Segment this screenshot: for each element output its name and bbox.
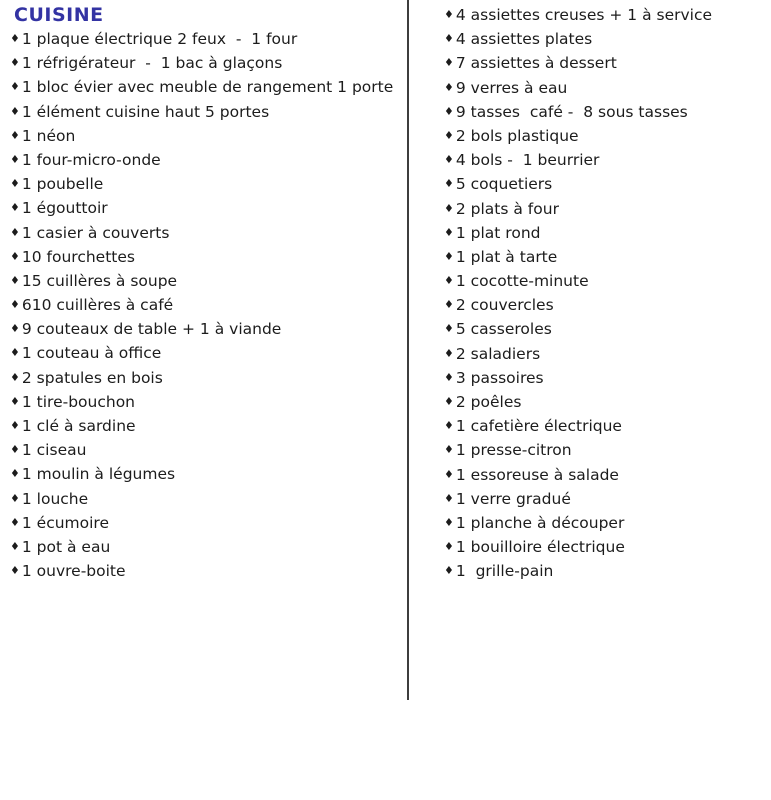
item-label: 1 couteau à office [21, 344, 162, 363]
list-item [10, 172, 405, 196]
item-label: 1 plaque électrique 2 feux - 1 four [21, 30, 298, 48]
item-label: 1 réfrigérateur - 1 bac à glaçons [21, 54, 283, 73]
diamond-bullet-icon: ♦ [444, 395, 454, 408]
item-label: 3 passoires [455, 368, 544, 387]
item-label: 1 clé à sardine [21, 417, 136, 435]
list-item [10, 438, 405, 462]
diamond-bullet-icon: ♦ [444, 56, 454, 70]
item-label: 1 presse-citron [455, 441, 572, 460]
item-label: 1 bouilloire électrique [455, 538, 625, 557]
item-label: 4 assiettes creuses + 1 à service [455, 6, 713, 24]
list-item [444, 366, 766, 390]
list-item [10, 196, 405, 220]
list-item [444, 51, 766, 75]
diamond-bullet-icon: ♦ [10, 394, 20, 408]
diamond-bullet-icon: ♦ [444, 491, 454, 505]
diamond-bullet-icon: ♦ [444, 249, 454, 263]
list-item [10, 535, 405, 559]
diamond-bullet-icon: ♦ [444, 104, 454, 118]
item-label: 10 fourchettes [21, 247, 135, 266]
list-item [444, 487, 766, 511]
item-label: 1 casier à couverts [21, 223, 170, 242]
diamond-bullet-icon: ♦ [444, 467, 454, 481]
item-label: 9 tasses café - 8 sous tasses [455, 102, 688, 121]
item-label: 1 louche [21, 489, 89, 508]
list-item [10, 245, 405, 269]
list-item [10, 414, 405, 438]
right-column [444, 3, 766, 584]
item-label: 1 grille-pain [455, 562, 554, 581]
list-item [444, 76, 766, 100]
item-label: 5 coquetiers [455, 175, 553, 194]
item-label: 1 écumoire [21, 513, 110, 532]
diamond-bullet-icon: ♦ [444, 80, 454, 94]
item-label: 9 verres à eau [455, 78, 568, 97]
list-item [10, 221, 405, 245]
item-label: 1 cafetière électrique [455, 417, 622, 436]
item-label: 2 saladiers [455, 344, 541, 363]
list-item [10, 269, 405, 293]
list-item [10, 75, 405, 99]
diamond-bullet-icon: ♦ [444, 32, 454, 46]
diamond-bullet-icon: ♦ [10, 32, 20, 45]
list-item [10, 366, 405, 390]
diamond-bullet-icon: ♦ [444, 201, 454, 215]
item-label: 2 poêles [455, 393, 522, 411]
item-label: 1 élément cuisine haut 5 portes [21, 102, 270, 121]
item-label: 1 verre gradué [455, 489, 571, 508]
list-item [10, 148, 405, 172]
list-item [444, 438, 766, 462]
item-label: 1 tire-bouchon [21, 392, 136, 411]
item-label: 5 casseroles [455, 320, 552, 339]
list-item [444, 148, 766, 172]
list-item [444, 27, 766, 51]
item-label: 610 cuillères à café [21, 296, 174, 315]
item-label: 7 assiettes à dessert [455, 54, 617, 73]
item-label: 2 spatules en bois [21, 368, 163, 387]
list-item [10, 559, 405, 583]
diamond-bullet-icon: ♦ [444, 515, 454, 529]
diamond-bullet-icon: ♦ [10, 104, 20, 118]
item-label: 1 plat à tarte [455, 247, 558, 266]
item-label: 1 égouttoir [21, 199, 108, 218]
list-item [10, 462, 405, 486]
diamond-bullet-icon: ♦ [444, 177, 454, 191]
diamond-bullet-icon: ♦ [444, 225, 454, 239]
list-item [444, 124, 766, 148]
diamond-bullet-icon: ♦ [444, 153, 454, 167]
list-item [444, 342, 766, 366]
diamond-bullet-icon: ♦ [10, 539, 20, 553]
diamond-bullet-icon: ♦ [10, 128, 20, 142]
diamond-bullet-icon: ♦ [10, 225, 20, 239]
list-item [444, 414, 766, 438]
item-label: 1 pot à eau [21, 537, 111, 556]
diamond-bullet-icon: ♦ [10, 491, 20, 505]
diamond-bullet-icon: ♦ [444, 419, 454, 433]
item-label: 2 plats à four [455, 199, 559, 218]
diamond-bullet-icon: ♦ [444, 564, 454, 578]
list-item [444, 197, 766, 221]
column-divider [407, 0, 409, 700]
list-item [444, 3, 766, 27]
diamond-bullet-icon: ♦ [10, 201, 20, 215]
diamond-bullet-icon: ♦ [444, 540, 454, 554]
list-item [10, 487, 405, 511]
diamond-bullet-icon: ♦ [10, 419, 20, 432]
item-label: 4 assiettes plates [455, 30, 593, 49]
diamond-bullet-icon: ♦ [10, 346, 20, 360]
diamond-bullet-icon: ♦ [10, 564, 20, 578]
diamond-bullet-icon: ♦ [444, 322, 454, 336]
list-item [444, 390, 766, 414]
item-label: 15 cuillères à soupe [21, 271, 178, 290]
item-label: 1 essoreuse à salade [455, 465, 619, 484]
list-item [444, 245, 766, 269]
list-item [10, 390, 405, 414]
list-item [10, 100, 405, 124]
list-item [10, 124, 405, 148]
diamond-bullet-icon: ♦ [10, 249, 20, 263]
diamond-bullet-icon: ♦ [10, 370, 20, 384]
diamond-bullet-icon: ♦ [10, 273, 20, 287]
diamond-bullet-icon: ♦ [10, 467, 20, 481]
list-item [10, 293, 405, 317]
diamond-bullet-icon: ♦ [10, 298, 20, 312]
diamond-bullet-icon: ♦ [10, 56, 20, 70]
list-item [10, 51, 405, 75]
list-item [10, 341, 405, 365]
diamond-bullet-icon: ♦ [444, 443, 454, 457]
item-label: 1 plat rond [455, 223, 541, 242]
item-label: 1 cocotte-minute [455, 272, 589, 291]
list-item [444, 463, 766, 487]
item-label: 1 poubelle [21, 175, 104, 194]
list-item [10, 511, 405, 535]
diamond-bullet-icon: ♦ [444, 298, 454, 312]
item-label: 9 couteaux de table + 1 à viande [21, 320, 282, 339]
diamond-bullet-icon: ♦ [444, 274, 454, 288]
item-label: 1 moulin à légumes [21, 465, 176, 484]
list-item [444, 535, 766, 559]
list-item [444, 559, 766, 583]
list-item [444, 172, 766, 196]
diamond-bullet-icon: ♦ [10, 443, 20, 457]
left-item-list [10, 27, 405, 583]
left-column [10, 3, 405, 583]
diamond-bullet-icon: ♦ [10, 177, 20, 191]
item-label: 1 néon [21, 126, 76, 145]
list-item [444, 269, 766, 293]
diamond-bullet-icon: ♦ [444, 346, 454, 360]
item-label: 1 bloc évier avec meuble de rangement 1 porte [21, 78, 394, 97]
diamond-bullet-icon: ♦ [10, 322, 20, 336]
diamond-bullet-icon: ♦ [444, 8, 454, 21]
item-label: 1 planche à découper [455, 513, 625, 532]
page-title: CUISINE [14, 4, 104, 26]
item-label: 1 ciseau [21, 441, 87, 460]
diamond-bullet-icon: ♦ [444, 128, 454, 142]
item-label: 2 bols plastique [455, 126, 579, 145]
diamond-bullet-icon: ♦ [10, 152, 20, 166]
right-item-list [444, 3, 766, 584]
list-item [444, 317, 766, 341]
item-label: 1 ouvre-boite [21, 562, 126, 581]
diamond-bullet-icon: ♦ [10, 515, 20, 529]
diamond-bullet-icon: ♦ [444, 370, 454, 384]
list-item [444, 100, 766, 124]
item-label: 2 couvercles [455, 296, 554, 315]
list-item [10, 27, 405, 51]
item-label: 4 bols - 1 beurrier [455, 151, 600, 170]
list-item [10, 317, 405, 341]
list-item [444, 221, 766, 245]
list-item [444, 511, 766, 535]
item-label: 1 four-micro-onde [21, 150, 161, 169]
diamond-bullet-icon: ♦ [10, 80, 20, 94]
list-item [444, 293, 766, 317]
